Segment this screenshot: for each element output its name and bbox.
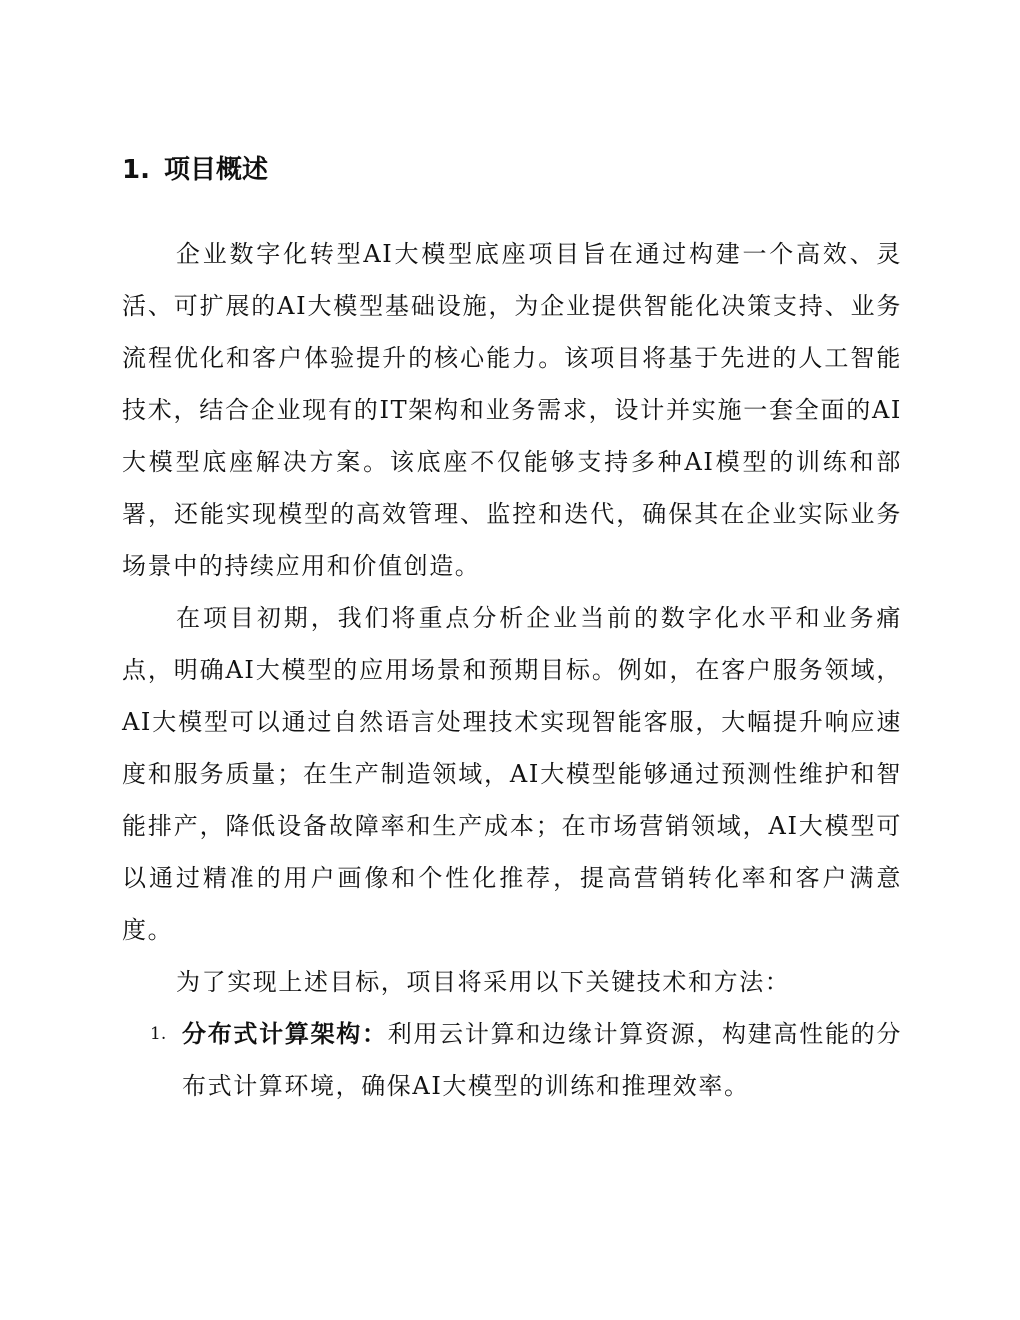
section-number: 1.: [122, 155, 150, 185]
paragraph-initial-phase: 在项目初期，我们将重点分析企业当前的数字化水平和业务痛点，明确AI大模型的应用场景和预期目标。例如，在客户服务领域，AI大模型可以通过自然语言处理技术实现智能客服，大幅提升响应速度和服务质量；在生产制造领域，AI大模型能够通过预测性维护和智能排产，降低设备故障率和生产成本；在市场营销领域，AI大模型可以通过精准的用户画像和个性化推荐，提高营销转化率和客户满意度。: [122, 604, 902, 944]
list-item-text: 利用云计算和边缘计算资源，构建高性能的分布式计算环境，确保AI大模型的训练和推理效率。: [182, 1020, 902, 1100]
section-title: 项目概述: [163, 155, 268, 185]
list-item-term: 分布式计算架构：: [182, 1020, 388, 1048]
section-heading: [122, 150, 268, 190]
body-text: [122, 228, 902, 1112]
paragraph-overview: 企业数字化转型AI大模型底座项目旨在通过构建一个高效、灵活、可扩展的AI大模型基础设施，为企业提供智能化决策支持、业务流程优化和客户体验提升的核心能力。该项目将基于先进的人工智能技术，结合企业现有的IT架构和业务需求，设计并实施一套全面的AI大模型底座解决方案。该底座不仅能够支持多种AI模型的训练和部署，还能实现模型的高效管理、监控和迭代，确保其在企业实际业务场景中的持续应用和价值创造。: [122, 240, 902, 580]
list-marker: 1.: [150, 1024, 167, 1044]
paragraph-methods-intro: 为了实现上述目标，项目将采用以下关键技术和方法：: [176, 968, 791, 996]
methods-list: [122, 1008, 902, 1112]
list-item: [122, 1008, 902, 1112]
